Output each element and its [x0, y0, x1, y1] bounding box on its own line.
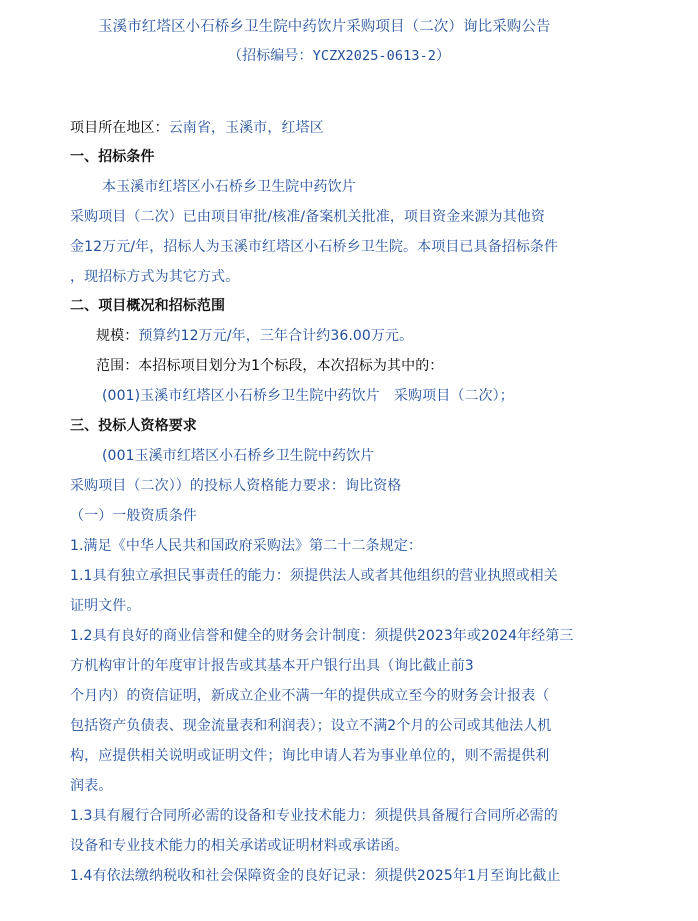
requirement-line: 构，应提供相关说明或证明文件；询比申请人若为事业单位的，则不需提供利	[70, 748, 550, 764]
requirement-line: 1.1具有独立承担民事责任的能力：须提供法人或者其他组织的营业执照或相关	[70, 568, 558, 584]
section-3-paragraph-line: 采购项目（二次））的投标人资格能力要求：询比资格	[70, 478, 402, 494]
requirement-line: 1.3具有履行合同所必需的设备和专业技术能力：须提供具备履行合同所必需的	[70, 808, 558, 824]
requirement-line: 包括资产负债表、现金流量表和利润表）；设立不满2个月的公司或其他法人机	[70, 718, 552, 734]
project-location	[70, 118, 324, 138]
bid-number-value: YCZX2025-0613-2	[312, 48, 437, 64]
bid-number	[228, 46, 450, 66]
section-1-heading: 一、招标条件	[70, 149, 155, 165]
subsection-heading: （一）一般资质条件	[70, 508, 197, 524]
requirement-line: 设备和专业技术能力的相关承诺或证明材料或承诺函。	[70, 838, 409, 854]
section-1-paragraph-line: 本玉溪市红塔区小石桥乡卫生院中药饮片	[102, 179, 356, 195]
requirement-line: 证明文件。	[70, 598, 141, 614]
location-label: 项目所在地区：	[70, 120, 169, 136]
location-value: 云南省，玉溪市，红塔区	[168, 120, 324, 136]
project-scope: 范围：本招标项目划分为1个标段，本次招标为其中的：	[96, 358, 444, 374]
section-1-paragraph-line: 采购项目（二次）已由项目审批/核准/备案机关批准，项目资金来源为其他资	[70, 209, 545, 225]
section-3-heading: 三、投标人资格要求	[70, 418, 197, 434]
requirement-line: 1.4有依法缴纳税收和社会保障资金的良好记录：须提供2025年1月至询比截止	[70, 868, 561, 884]
requirement-line: 1.满足《中华人民共和国政府采购法》第二十二条规定：	[70, 538, 422, 554]
lot-item: (001)玉溪市红塔区小石桥乡卫生院中药饮片 采购项目（二次）；	[102, 388, 514, 404]
requirement-line: 方机构审计的年度审计报告或其基本开户银行出具（询比截止前3	[70, 658, 474, 674]
scale-value: 预算约12万元/年，三年合计约36.00万元。	[138, 328, 414, 344]
bid-number-prefix: （招标编号：	[228, 48, 313, 64]
project-scale	[96, 326, 413, 346]
section-2-heading: 二、项目概况和招标范围	[70, 298, 226, 314]
section-3-paragraph-line: (001玉溪市红塔区小石桥乡卫生院中药饮片	[102, 448, 375, 464]
scale-label: 规模：	[96, 328, 139, 344]
requirement-line: 润表。	[70, 778, 113, 794]
bid-number-suffix: ）	[436, 48, 451, 64]
page-title: 玉溪市红塔区小石桥乡卫生院中药饮片采购项目（二次）询比采购公告	[98, 19, 551, 35]
requirement-line: 1.2具有良好的商业信誉和健全的财务会计制度：须提供2023年或2024年经第三	[70, 628, 574, 644]
requirement-line: 个月内）的资信证明，新成立企业不满一年的提供成立至今的财务会计报表（	[70, 688, 550, 704]
section-1-paragraph-line: 金12万元/年，招标人为玉溪市红塔区小石桥乡卫生院。本项目已具备招标条件	[70, 239, 559, 255]
section-1-paragraph-line: ，现招标方式为其它方式。	[70, 269, 240, 285]
